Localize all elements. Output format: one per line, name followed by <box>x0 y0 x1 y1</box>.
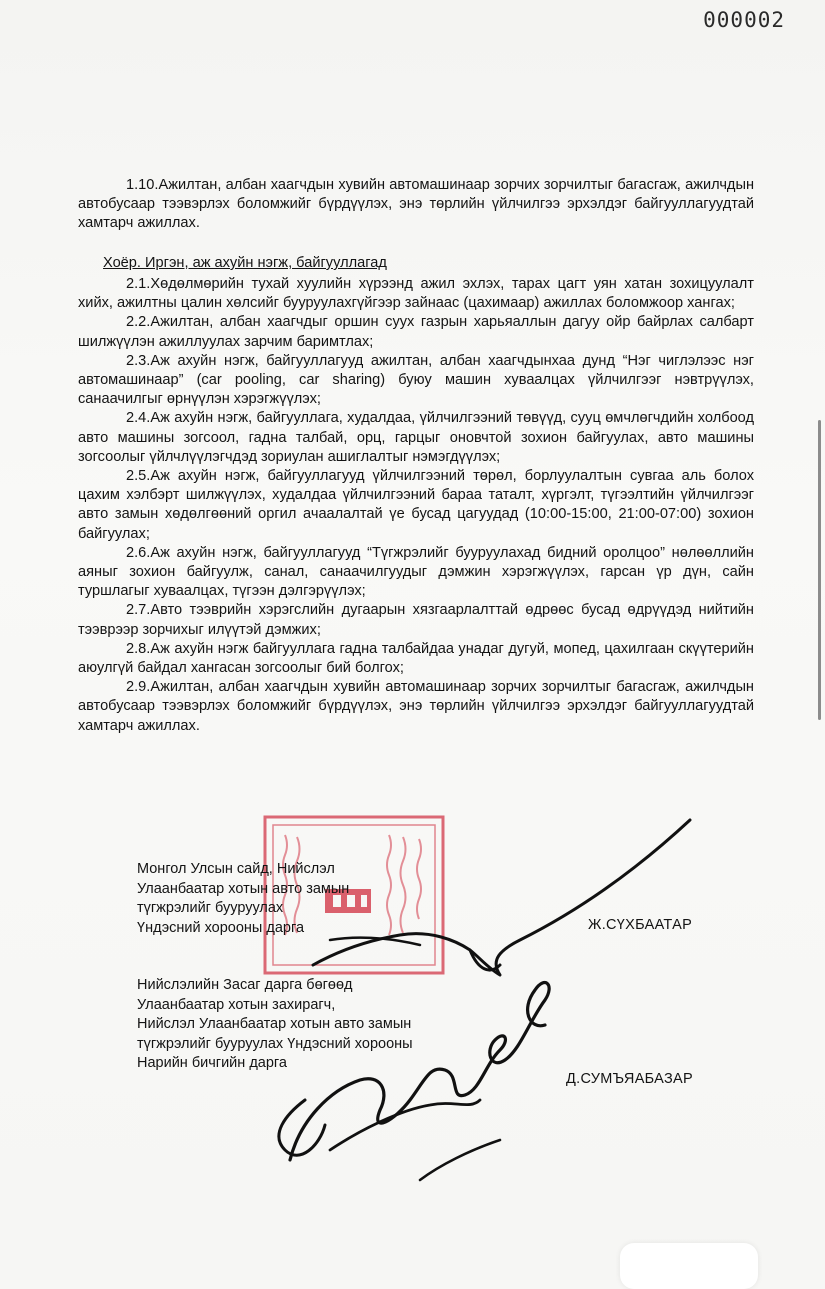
floating-action-button[interactable] <box>620 1243 758 1289</box>
second-signatory-name: Д.СУМЪЯАБАЗАР <box>566 1071 693 1087</box>
section-one-last-item <box>78 176 754 234</box>
paragraph-1-10: 1.10.Ажилтан, албан хаагчдын хувийн автомашинаар зорчих зорчилтыг багасгаж, ажилчдын автобусаар тээвэрлэх боломжийг бүрдүүлэх, энэ төрлийн үйлчилгээ эрхэлдэг байгууллагуудтай хамтарч ажиллах. <box>78 177 754 232</box>
item-2-1: 2.1.Хөдөлмөрийн тухай хуулийн хүрээнд ажил эхлэх, тарах цагт уян хатан зохицуулалт хийх, ажилтны цалин хөлсийг бууруулахгүйгээр зайнаас (цахимаар) ажиллах боломжоор хангах; <box>78 276 754 312</box>
page-number: 000002 <box>703 8 785 32</box>
section-two-heading: Хоёр. Иргэн, аж ахуйн нэгж, байгууллагад <box>103 255 387 271</box>
first-signatory-name: Ж.СҮХБААТАР <box>588 917 693 933</box>
item-2-6: 2.6.Аж ахуйн нэгж, байгууллагууд “Түгжрэлийг бууруулахад бидний оролцоо” нөлөөллийн аяныг зохион байгуулж, санал, санаачилгуудыг дэмжин хэрэгжүүлэх, гарсан үр дүн, сайн туршлагыг хуваалцах, түгээн дэлгэрүүлэх; <box>78 544 754 600</box>
item-2-9: 2.9.Ажилтан, албан хаагчдын хувийн автомашинаар зорчих зорчилтыг багасгаж, ажилчдын автобусаар тээвэрлэх боломжийг бүрдүүлэх, энэ төрлийн үйлчилгээ эрхэлдэг байгууллагуудтай хамтарч ажиллах. <box>78 679 754 734</box>
scrollbar-thumb[interactable] <box>818 420 821 720</box>
item-2-3: 2.3.Аж ахуйн нэгж, байгууллагууд ажилтан, албан хаагчдынхаа дунд “Нэг чиглэлээс нэг автомашинаар” (car pooling, car sharing) буюу машин хуваалцах үйлчилгээг нэвтрүүлэх, санаачилгыг өрнүүлэн хэрэгжүүлэх; <box>78 352 754 408</box>
item-2-5: 2.5.Аж ахуйн нэгж, байгууллагууд үйлчилгээний төрөл, борлуулалтын сувгаа аль болох цахим хэлбэрт шилжүүлэх, худалдаа үйлчилгээний бараа таталт, хүргэлт, түгээлтийн үйлчилгээг авто замын хөдөлгөөний оргил ачаалалтай үе бусад цагуудад (10:00-15:00, 21:00-07:00) зохион байгуулах; <box>78 468 754 542</box>
item-2-4: 2.4.Аж ахуйн нэгж, байгууллага, худалдаа, үйлчилгээний төвүүд, сууц өмчлөгчдийн холбоод авто машины зогсоол, гадна талбай, орц, гарцыг оновчтой зохион байгуулах, авто машины зогсоолыг үйлчлүүлэгчдэд зориулан ашиглалтыг нэмэгдүүлэх; <box>78 410 754 465</box>
section-two-items <box>78 275 754 736</box>
second-signatory-title: Нийслэлийн Засаг дарга бөгөөд Улаанбаатар хотын захирагч, Нийслэл Улаанбаатар хотын авто замын түгжрэлийг бууруулах Үндэсний хорооны Нарийн бичгийн дарга <box>137 977 413 1071</box>
item-2-7: 2.7.Авто тээврийн хэрэгслийн дугаарын хязгаарлалттай өдрөөс бусад өдрүүдэд нийтийн тээврээр зорчихыг илүүтэй дэмжих; <box>78 602 754 638</box>
item-2-2: 2.2.Ажилтан, албан хаагчдыг оршин суух газрын харьяаллын дагуу ойр байрлах салбарт шилжүүлэн ажиллуулах зарчим баримтлах; <box>78 314 754 350</box>
item-2-8: 2.8.Аж ахуйн нэгж байгууллага гадна талбайдаа унадаг дугуй, мопед, цахилгаан скүүтерийн аюулгүй байдал хангасан зогсоолыг бий болгох; <box>78 640 754 677</box>
first-signatory-title: Монгол Улсын сайд, Нийслэл Улаанбаатар хотын авто замын түгжрэлийг бууруулах Үндэсний хорооны дарга <box>137 861 350 936</box>
